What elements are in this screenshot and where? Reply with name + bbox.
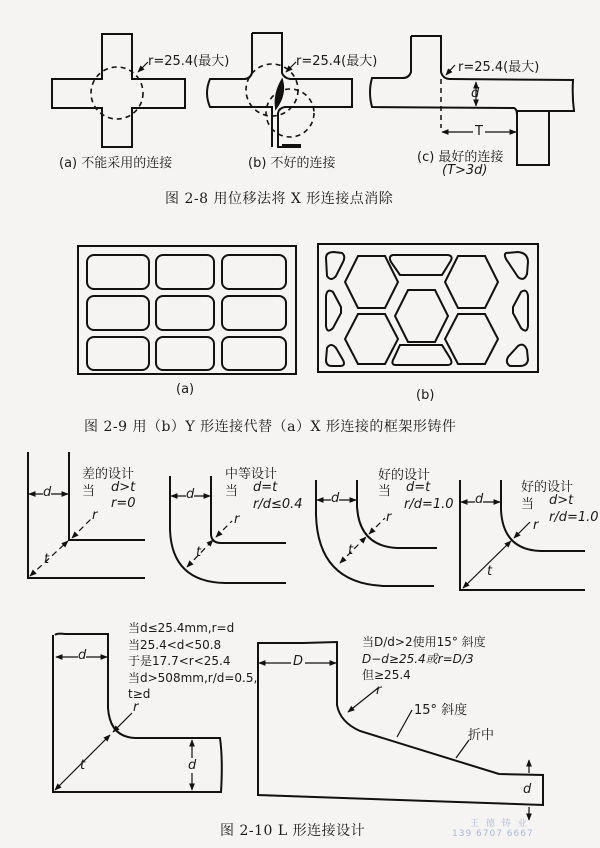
design-title-2: 中等设计 (225, 467, 278, 482)
design-title-3: 好的设计 (378, 468, 431, 483)
d-label-3: d (331, 491, 340, 506)
design-cond2-4: r/d=1.0 (549, 510, 599, 525)
left-d-side-label: d (188, 758, 197, 773)
design-cond1-1: d>t (111, 480, 136, 495)
r-label-1: r (92, 508, 98, 523)
design-when-4: 当 (521, 497, 535, 512)
t-label-2: t (196, 545, 202, 560)
design-when-2: 当 (225, 484, 239, 499)
left-note-2: 当25.4<d<50.8 (128, 637, 222, 652)
d-label-c: d (471, 86, 480, 101)
figure-2-10-caption: 图 2-10 L 形连接设计 (220, 823, 366, 839)
left-t-label: t (80, 758, 86, 773)
design-cond2-2: r/d≤0.4 (253, 497, 303, 512)
watermark-phone: 139 6707 6667 (452, 829, 534, 839)
subfigure-label-b: (b) (416, 388, 435, 403)
frame-casting-a (78, 246, 296, 374)
design-title-4: 好的设计 (521, 480, 574, 495)
left-notes (128, 620, 257, 703)
t-label-1: t (44, 552, 50, 567)
left-note-5: t≥d (128, 687, 151, 701)
d-label-4: d (475, 492, 484, 507)
radius-label-c: r=25.4(最大) (458, 60, 540, 75)
right-note-3: 但≥25.4 (362, 668, 411, 682)
design-cond1-2: d=t (253, 480, 278, 495)
fold-label: 折中 (468, 728, 495, 743)
t-label-4: t (487, 564, 493, 579)
design-cond2-1: r=0 (111, 496, 136, 511)
right-note-2: D−d≥25.4或r=D/3 (362, 651, 474, 666)
right-notes (362, 634, 486, 684)
condition-c: (T>3d) (442, 163, 488, 178)
subcaption-b: (b) 不好的连接 (248, 156, 336, 171)
d-label-1: d (43, 485, 52, 500)
design-when-1: 当 (82, 484, 96, 499)
right-d-label: d (523, 782, 532, 797)
subcaption-c: (c) 最好的连接 (417, 150, 504, 165)
radius-label-a: r=25.4(最大) (148, 54, 230, 69)
design-title-1: 差的设计 (82, 467, 135, 482)
radius-label-b: r=25.4(最大) (296, 54, 378, 69)
left-d-top-label: d (78, 648, 87, 663)
left-note-3: 于是17.7<r<25.4 (128, 654, 231, 668)
r-label-2: r (234, 512, 240, 527)
left-r-label: r (133, 700, 139, 715)
design-cond1-4: d>t (549, 493, 574, 508)
frame-casting-b (318, 244, 538, 372)
design-cond2-3: r/d=1.0 (404, 497, 454, 512)
t-label-3: t (348, 543, 354, 558)
figure-2-8-caption: 图 2-8 用位移法将 X 形连接点消除 (165, 191, 394, 207)
design-cond1-3: d=t (406, 480, 431, 495)
right-r-label: r (376, 683, 382, 698)
right-D-label: D (293, 654, 304, 669)
subfigure-label-a: (a) (176, 382, 195, 397)
design-when-3: 当 (378, 484, 392, 499)
r-label-3: r (386, 510, 392, 525)
left-note-4: 当d>508mm,r/d=0.5, (128, 670, 258, 685)
r-label-4: r (533, 518, 539, 533)
subcaption-a: (a) 不能采用的连接 (59, 156, 173, 171)
d-label-2: d (186, 487, 195, 502)
right-note-1: 当D/d>2使用15° 斜度 (362, 635, 486, 649)
watermark-company: 王 德 铸 业 (470, 819, 529, 829)
left-note-1: 当d≤25.4mm,r=d (128, 621, 235, 635)
slope-label: 15° 斜度 (414, 703, 468, 718)
figure-2-9-caption: 图 2-9 用（b）Y 形连接代替（a）X 形连接的框架形铸件 (84, 419, 457, 435)
t-label-c: T (475, 124, 483, 139)
